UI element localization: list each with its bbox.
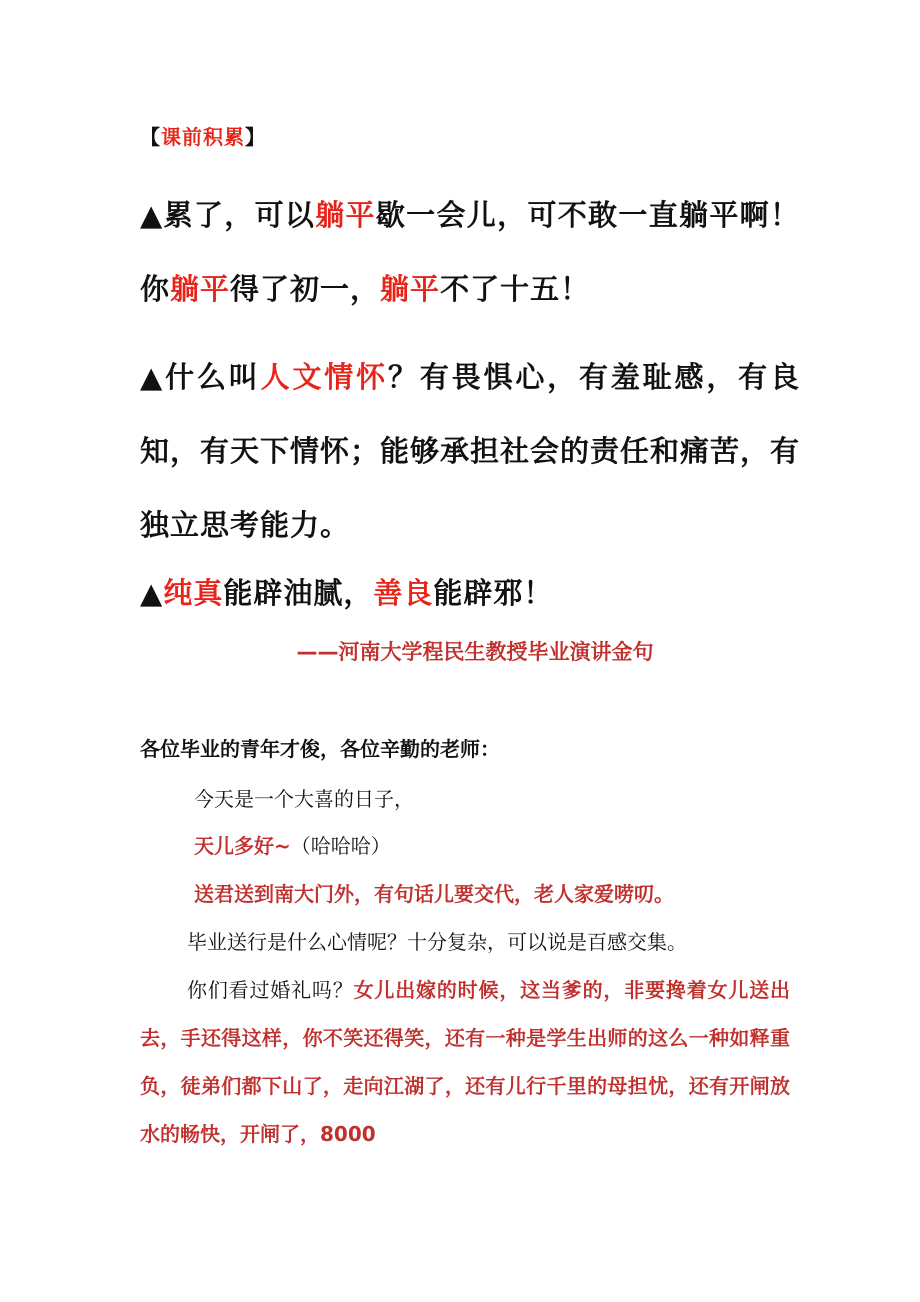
speech-text: 你们看过婚礼吗？ [187, 978, 354, 1002]
quote-innocence-kindness [140, 556, 800, 630]
speech-text: （哈哈哈） [290, 834, 391, 858]
bracket-close: 】 [245, 125, 266, 149]
quote-text: 能辟邪！ [433, 576, 554, 610]
section-title [140, 122, 266, 152]
quote-highlight: 人文情怀 [260, 360, 388, 394]
bracket-open: 【 [140, 125, 161, 149]
quote-text: ▲累了，可以 [140, 198, 316, 232]
quote-highlight: 躺平 [170, 272, 231, 306]
speech-line-3: 送君送到南大门外，有句话儿要交代，老人家爱唠叨。 [194, 882, 674, 906]
quote-text: 歇一会儿，可不敢一直躺平啊！你 [140, 198, 800, 306]
quote-highlight: 纯真 [163, 576, 224, 610]
section-title-text: 课前积累 [161, 125, 245, 149]
quote-text: ？有畏惧心，有羞耻感，有良知，有天下情怀；能够承担社会的责任和痛苦，有独立思考能力。 [140, 360, 801, 542]
speech-highlight: 天儿多好~ [194, 834, 291, 858]
quote-lying-flat [140, 178, 800, 326]
quote-text: 得了初一， [230, 272, 381, 306]
speech-line-2 [194, 822, 844, 870]
quote-highlight: 躺平 [315, 198, 376, 232]
speech-line-1: 今天是一个大喜的日子， [194, 787, 414, 811]
quote-highlight: 善良 [373, 576, 434, 610]
quote-text: 能辟油腻， [223, 576, 374, 610]
speech-greeting: 各位毕业的青年才俊，各位辛勤的老师： [140, 737, 500, 761]
quote-highlight: 躺平 [380, 272, 441, 306]
quote-text: ▲ [140, 576, 164, 610]
speech-paragraph-5 [140, 966, 790, 1158]
attribution: ——河南大学程民生教授毕业演讲金句 [296, 640, 654, 664]
speech-line-4: 毕业送行是什么心情呢？十分复杂，可以说是百感交集。 [187, 930, 687, 954]
quote-humanistic-feeling [140, 340, 800, 562]
quote-text: ▲什么叫 [140, 360, 261, 394]
speech-highlight: 女儿出嫁的时候，这当爹的，非要搀着女儿送出去，手还得这样，你不笑还得笑，还有一种是学生出师的这么一种如释重负，徒弟们都下山了，走向江湖了，还有儿行千里的母担忧，还有开闸放水的畅快，开闸了，8000 [140, 978, 791, 1146]
quote-text: 不了十五！ [440, 272, 591, 306]
